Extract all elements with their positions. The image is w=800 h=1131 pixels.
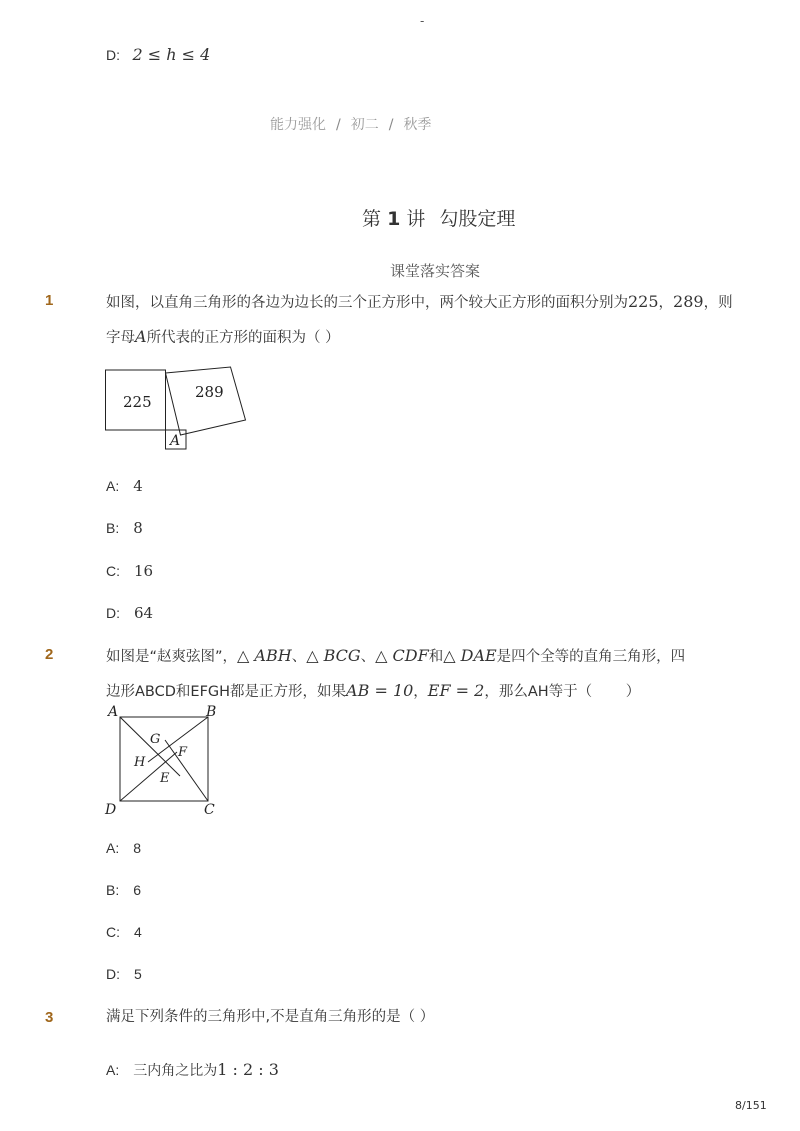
option-a[interactable] xyxy=(106,840,141,857)
text-segment: 边形ABCD和EFGH都是正方形，如果 xyxy=(106,684,347,700)
option-label: A: xyxy=(106,840,120,856)
option-label: D: xyxy=(106,47,120,63)
option-value: 8 xyxy=(133,840,142,856)
label-d: D xyxy=(105,802,117,818)
option-value: 4 xyxy=(134,924,142,940)
math-variable: A xyxy=(135,327,147,346)
breadcrumb xyxy=(270,114,431,134)
math-equation: AB = 10 xyxy=(346,681,414,700)
label-e: E xyxy=(160,771,170,786)
math-triangle: △ ABH xyxy=(237,646,292,665)
option-label: B: xyxy=(106,520,120,536)
option-value: 1 : 2 : 3 xyxy=(217,1060,279,1079)
option-label: D: xyxy=(106,966,120,982)
question-line xyxy=(106,285,733,320)
text-segment: ，则 xyxy=(703,295,733,311)
math-equation: EF = 2 xyxy=(427,681,485,700)
text-segment: 所代表的正方形的面积为（ ） xyxy=(146,330,340,346)
question-text xyxy=(106,285,733,355)
title-topic: 勾股定理 xyxy=(439,208,516,230)
label-b: B xyxy=(206,704,217,720)
text-segment: ， xyxy=(658,295,674,311)
title-suffix: 讲 xyxy=(406,208,426,230)
text-segment: ，那么AH等于（ ） xyxy=(484,684,641,700)
option-d[interactable] xyxy=(106,604,153,622)
question-number: 1 xyxy=(45,292,54,309)
text-segment: 、 xyxy=(360,649,376,665)
page-title xyxy=(362,204,515,231)
option-value: 16 xyxy=(134,562,154,580)
breadcrumb-term: 秋季 xyxy=(403,117,432,133)
option-label: B: xyxy=(106,882,120,898)
math-number: 225 xyxy=(628,292,659,311)
label-h: H xyxy=(134,755,146,770)
option-label: C: xyxy=(106,563,120,579)
label-289: 289 xyxy=(195,383,224,401)
question-number: 3 xyxy=(45,1009,54,1026)
text-segment: 如图是“赵爽弦图”， xyxy=(106,649,238,665)
label-225: 225 xyxy=(123,393,152,411)
page-number: 8/151 xyxy=(735,1099,767,1112)
label-c: C xyxy=(204,802,215,818)
text-segment: 和 xyxy=(428,649,444,665)
math-triangle: △ CDF xyxy=(375,646,429,665)
title-prefix: 第 xyxy=(362,208,382,230)
prev-option-d[interactable] xyxy=(106,45,210,64)
label-a: A xyxy=(170,433,181,449)
breadcrumb-sep: / xyxy=(388,117,394,133)
option-d[interactable] xyxy=(106,966,142,983)
question-line xyxy=(106,320,733,355)
text-segment: ， xyxy=(413,684,428,700)
math-number: 289 xyxy=(673,292,704,311)
question-number: 2 xyxy=(45,646,54,663)
option-b[interactable] xyxy=(106,882,141,899)
question-text xyxy=(106,639,685,709)
breadcrumb-sep: / xyxy=(336,117,341,133)
option-value: 2 ≤ h ≤ 4 xyxy=(132,45,211,64)
option-value: 6 xyxy=(133,882,142,898)
option-a[interactable] xyxy=(106,1060,279,1080)
math-triangle: △ BCG xyxy=(306,646,361,665)
option-c[interactable] xyxy=(106,562,153,580)
title-number: 1 xyxy=(387,208,401,230)
option-label: A: xyxy=(106,478,120,494)
math-triangle: △ DAE xyxy=(443,646,497,665)
option-b[interactable] xyxy=(106,519,143,537)
label-f: F xyxy=(178,745,188,760)
header-dash: - xyxy=(420,14,425,28)
square-289 xyxy=(166,367,246,435)
option-label: C: xyxy=(106,924,120,940)
breadcrumb-grade: 初二 xyxy=(350,117,379,133)
option-text: 三内角之比为 xyxy=(133,1063,218,1079)
option-a[interactable] xyxy=(106,477,143,495)
text-segment: 是四个全等的直角三角形，四 xyxy=(496,649,686,665)
option-label: A: xyxy=(106,1062,120,1078)
figure-zhao-shuang-diagram xyxy=(100,700,224,818)
text-segment: 字母 xyxy=(106,330,135,346)
question-line xyxy=(106,639,685,674)
option-value: 4 xyxy=(133,477,143,495)
option-value: 64 xyxy=(134,604,154,622)
question-text: 满足下列条件的三角形中,不是直角三角形的是（ ） xyxy=(106,1009,435,1025)
option-value: 5 xyxy=(134,966,142,982)
label-a: A xyxy=(108,704,119,720)
section-title: 课堂落实答案 xyxy=(390,262,481,280)
option-c[interactable] xyxy=(106,924,142,941)
text-segment: 如图，以直角三角形的各边为边长的三个正方形中，两个较大正方形的面积分别为 xyxy=(106,295,628,311)
label-g: G xyxy=(150,732,161,747)
breadcrumb-level: 能力强化 xyxy=(270,117,326,133)
figure-pythagoras-squares xyxy=(104,366,250,452)
option-value: 8 xyxy=(133,519,143,537)
option-label: D: xyxy=(106,605,120,621)
text-segment: 、 xyxy=(291,649,307,665)
